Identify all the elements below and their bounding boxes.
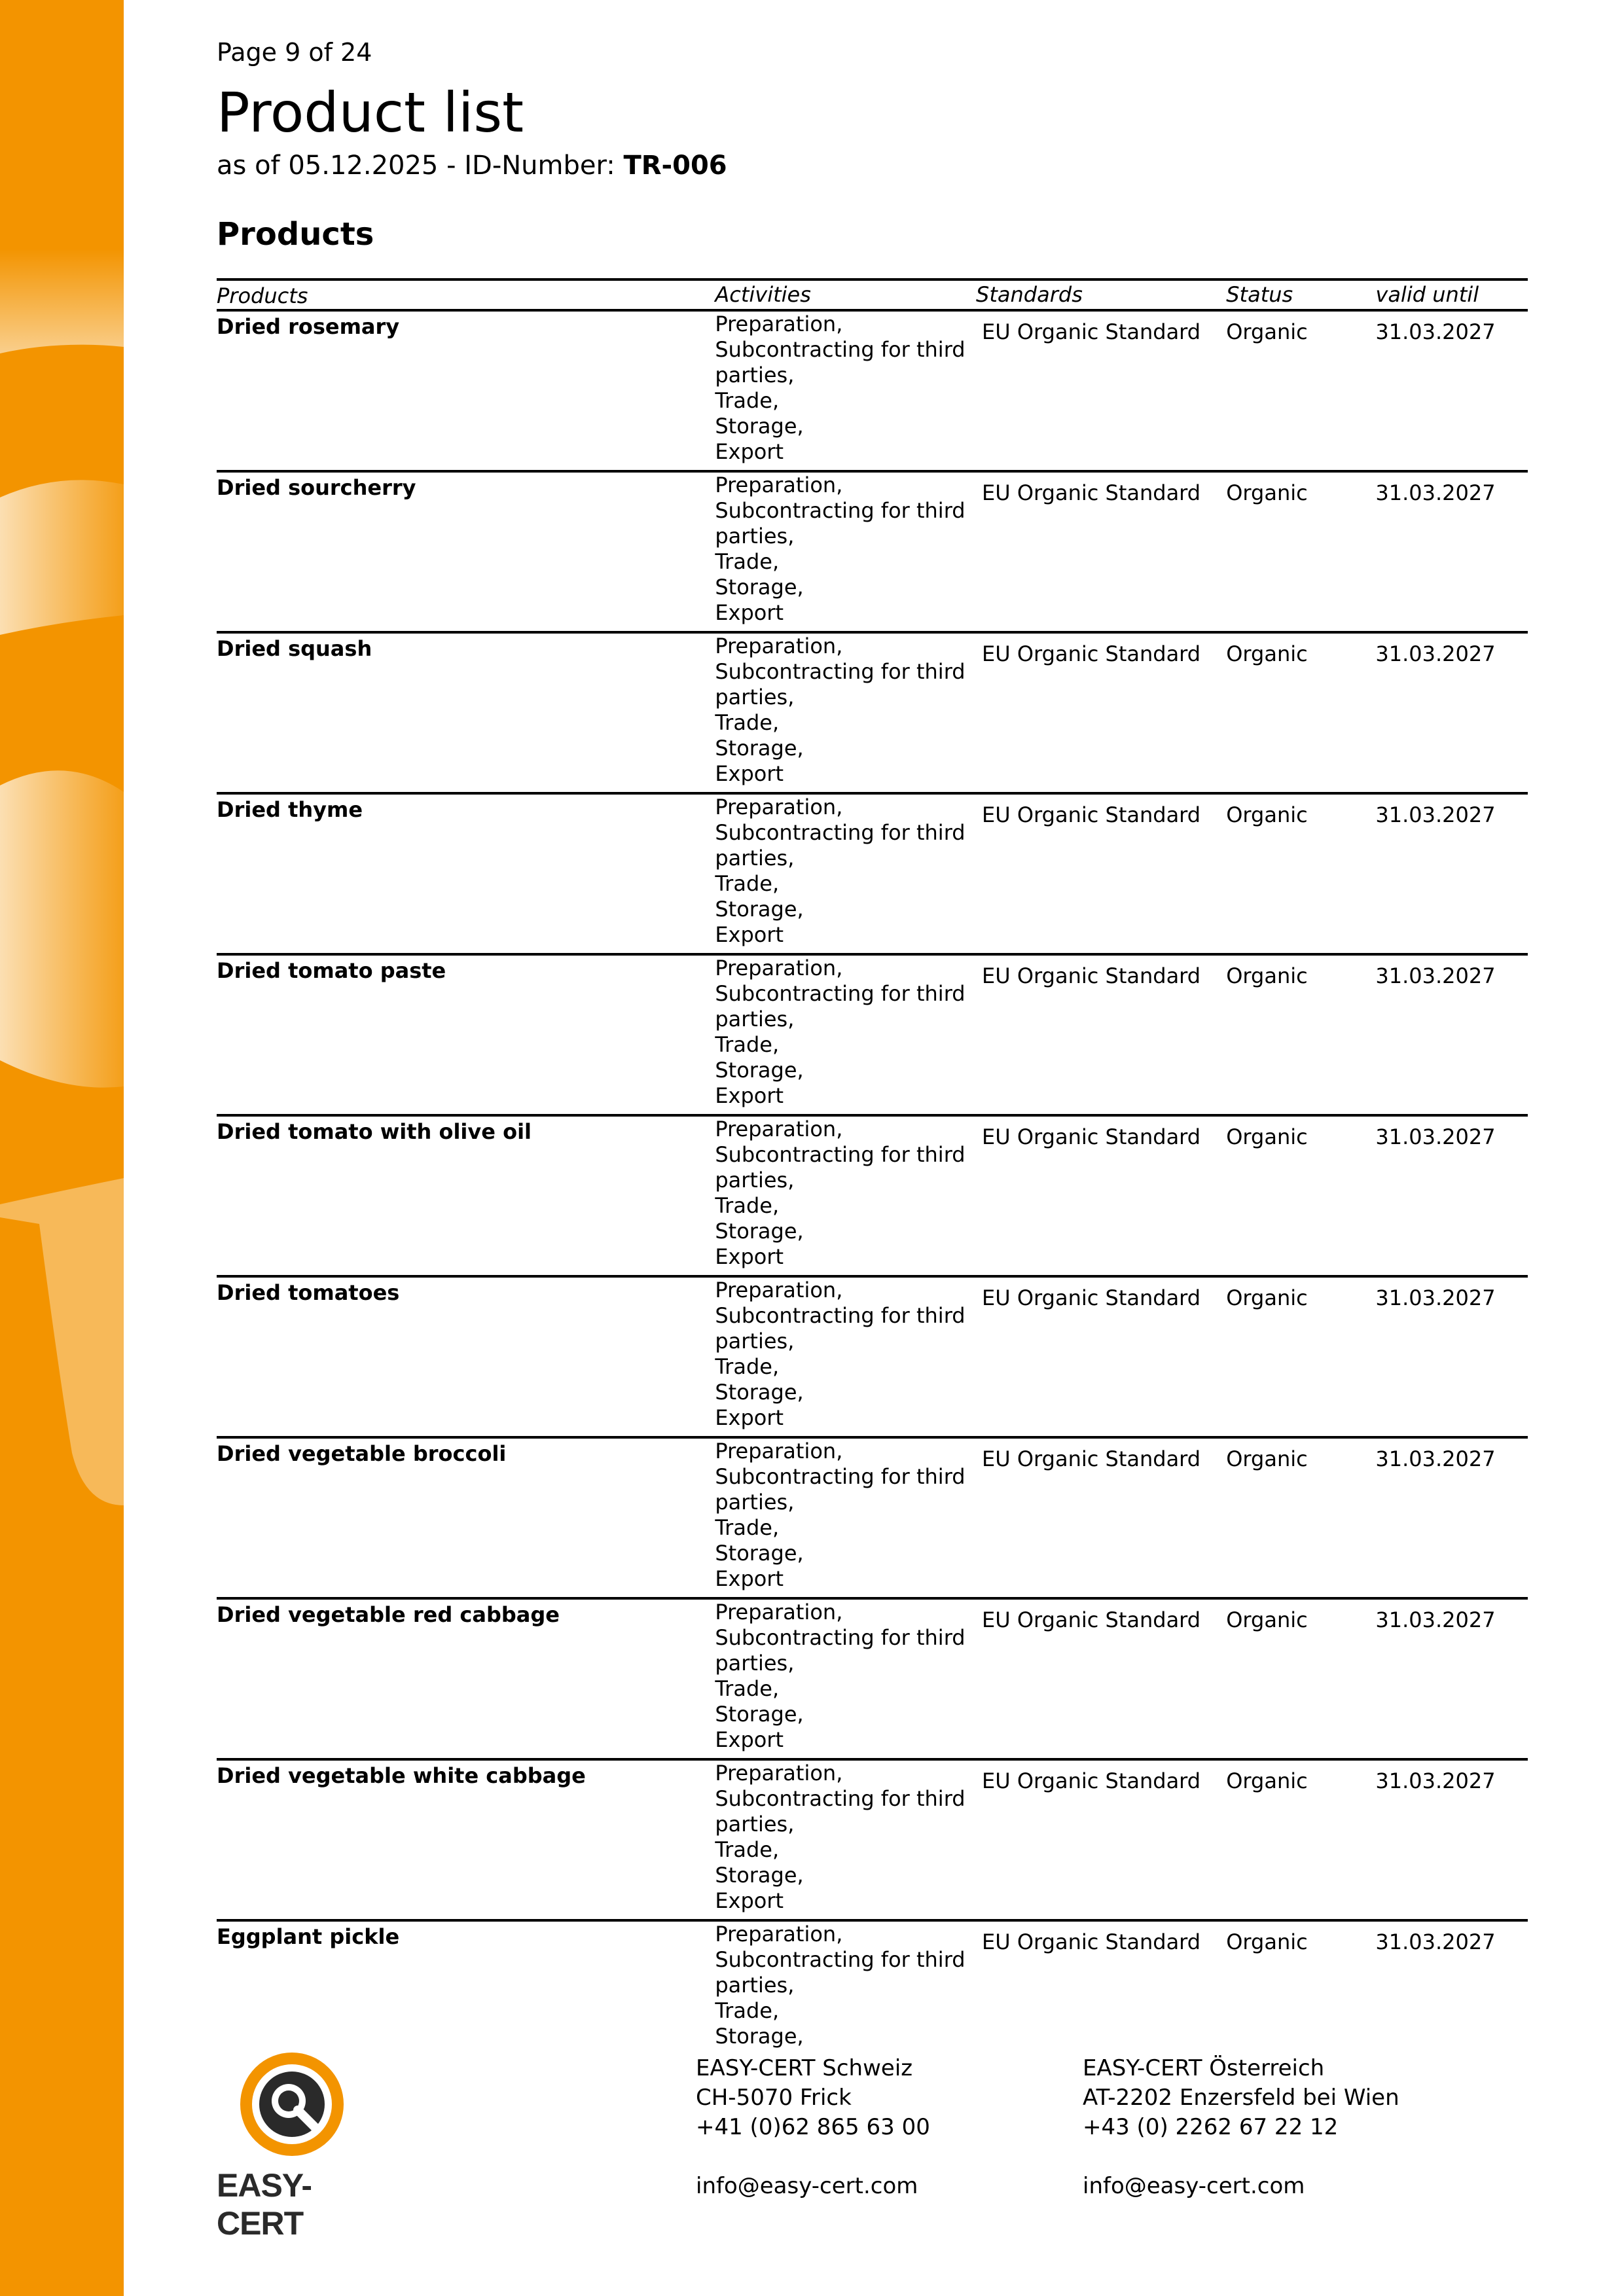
valid-until-cell: 31.03.2027 (1375, 310, 1528, 471)
valid-until-cell: 31.03.2027 (1375, 1115, 1528, 1276)
product-name: Dried tomato paste (217, 954, 715, 1115)
id-number: TR-006 (623, 151, 727, 181)
activity-item: Storage, (715, 1380, 804, 1405)
valid-until-cell: 31.03.2027 (1375, 632, 1528, 793)
activity-item: Preparation, (715, 312, 843, 336)
standard-cell: EU Organic Standard (976, 1276, 1226, 1437)
product-table (217, 278, 1528, 2080)
activity-item: Trade, (715, 1676, 780, 1701)
sidebar-decoration (0, 0, 124, 2296)
activities-cell (715, 1598, 976, 1759)
activity-item: Preparation, (715, 795, 843, 819)
activity-item: Trade, (715, 710, 780, 735)
activity-item: Trade, (715, 1193, 780, 1218)
standard-cell: EU Organic Standard (982, 1929, 1201, 1954)
orange-sidebar (0, 0, 124, 2296)
status-cell: Organic (1226, 1276, 1375, 1437)
activity-item: parties, (715, 1007, 795, 1031)
activity-item: Subcontracting for third (715, 659, 965, 684)
product-name: Dried tomatoes (217, 1276, 715, 1437)
activity-item: Export (715, 439, 784, 464)
activity-item: Export (715, 1083, 784, 1108)
activity-item: Preparation, (715, 473, 843, 497)
activity-item: Export (715, 1727, 784, 1752)
activity-item: Trade, (715, 549, 780, 574)
activities-cell (715, 1276, 976, 1437)
activity-item: Export (715, 1244, 784, 1269)
address-schweiz (696, 2054, 930, 2201)
product-name: Dried squash (217, 632, 715, 793)
status-cell: Organic (1226, 310, 1375, 471)
activity-item: Trade, (715, 1998, 780, 2023)
table-row (217, 1759, 1528, 1920)
activities-cell (715, 793, 976, 954)
activities-cell (715, 632, 976, 793)
activity-item: Subcontracting for third (715, 1786, 965, 1811)
company-phone: +43 (0) 2262 67 22 12 (1083, 2114, 1339, 2140)
activity-item: Preparation, (715, 1761, 843, 1785)
page-subtitle (217, 151, 727, 181)
valid-until-cell: 31.03.2027 (1375, 1276, 1528, 1437)
easy-cert-logo (217, 2049, 387, 2242)
standard-cell: EU Organic Standard (976, 1759, 1226, 1920)
activity-item: parties, (715, 524, 795, 548)
product-name: Dried tomato with olive oil (217, 1115, 715, 1276)
activity-item: Subcontracting for third (715, 1303, 965, 1328)
status-cell: Organic (1226, 1598, 1375, 1759)
product-name: Dried vegetable red cabbage (217, 1598, 715, 1759)
activity-item: Storage, (715, 1219, 804, 1244)
activities-cell (715, 1115, 976, 1276)
valid-until-cell: 31.03.2027 (1375, 954, 1528, 1115)
activity-item: Storage, (715, 1541, 804, 1566)
activity-item: Storage, (715, 1702, 804, 1727)
activity-item: Storage, (715, 1058, 804, 1083)
product-name: Eggplant pickle (217, 1924, 400, 1949)
activity-item: Export (715, 1566, 784, 1591)
table-row (217, 1437, 1528, 1598)
activity-item: Preparation, (715, 1922, 843, 1946)
valid-until-cell: 31.03.2027 (1375, 1929, 1496, 1954)
table-row (217, 1115, 1528, 1276)
activity-item: parties, (715, 1329, 795, 1354)
activity-item: Export (715, 1888, 784, 1913)
status-cell: Organic (1226, 1759, 1375, 1920)
activity-item: parties, (715, 1651, 795, 1676)
valid-until-cell: 31.03.2027 (1375, 1759, 1528, 1920)
activity-item: parties, (715, 846, 795, 870)
standard-cell: EU Organic Standard (976, 1598, 1226, 1759)
status-cell: Organic (1226, 1115, 1375, 1276)
valid-until-cell: 31.03.2027 (1375, 793, 1528, 954)
activity-item: parties, (715, 1973, 795, 1998)
activity-item: Preparation, (715, 1600, 843, 1624)
activity-item: Storage, (715, 1863, 804, 1888)
activity-item: Subcontracting for third (715, 981, 965, 1006)
activity-item: Export (715, 761, 784, 786)
standard-cell: EU Organic Standard (976, 1437, 1226, 1598)
status-cell: Organic (1226, 471, 1375, 632)
activity-item: Preparation, (715, 634, 843, 658)
activities-cell (715, 954, 976, 1115)
valid-until-cell: 31.03.2027 (1375, 1598, 1528, 1759)
column-header-status: Status (1226, 279, 1375, 310)
table-row (217, 632, 1528, 793)
table-header-row (217, 279, 1528, 310)
company-city: CH-5070 Frick (696, 2085, 852, 2111)
product-name: Dried sourcherry (217, 471, 715, 632)
product-name: Dried vegetable broccoli (217, 1437, 715, 1598)
activity-item: Trade, (715, 1515, 780, 1540)
activity-item: parties, (715, 363, 795, 387)
activity-item: Subcontracting for third (715, 1947, 965, 1972)
activity-item: Preparation, (715, 1117, 843, 1141)
product-name: Dried rosemary (217, 310, 715, 471)
section-heading: Products (217, 216, 374, 253)
page-title: Product list (217, 81, 524, 145)
standard-cell: EU Organic Standard (976, 954, 1226, 1115)
status-cell: Organic (1226, 1437, 1375, 1598)
activity-item: Subcontracting for third (715, 1142, 965, 1167)
table-row (217, 793, 1528, 954)
activity-item: Subcontracting for third (715, 337, 965, 362)
activity-item: parties, (715, 1812, 795, 1837)
company-name: EASY-CERT Schweiz (696, 2055, 913, 2081)
activities-cell (715, 1759, 976, 1920)
column-header-activities: Activities (715, 279, 976, 310)
activity-item: Preparation, (715, 956, 843, 980)
activity-item: Trade, (715, 1354, 780, 1379)
status-cell: Organic (1226, 954, 1375, 1115)
activities-cell (715, 471, 976, 632)
column-header-standards: Standards (976, 279, 1226, 310)
activity-item: Storage, (715, 736, 804, 761)
activity-item: Subcontracting for third (715, 1625, 965, 1650)
valid-until-cell: 31.03.2027 (1375, 471, 1528, 632)
standard-cell: EU Organic Standard (976, 632, 1226, 793)
activities-cell (715, 1437, 976, 1598)
activity-item: Trade, (715, 871, 780, 896)
company-email[interactable]: info@easy-cert.com (1083, 2173, 1305, 2199)
activity-item: Preparation, (715, 1278, 843, 1302)
activity-item: Storage, (715, 414, 804, 439)
standard-cell: EU Organic Standard (976, 793, 1226, 954)
activity-item: Trade, (715, 1032, 780, 1057)
subtitle-date: as of 05.12.2025 - ID-Number: (217, 151, 624, 181)
column-header-products: Products (217, 279, 715, 310)
table-row (217, 1276, 1528, 1437)
magnifier-logo-icon (236, 2049, 354, 2166)
activity-item: Storage, (715, 897, 804, 922)
activity-item: Storage, (715, 2024, 804, 2049)
logo-wordmark: EASY-CERT (217, 2167, 312, 2242)
company-city: AT-2202 Enzersfeld bei Wien (1083, 2085, 1399, 2111)
activity-item: Export (715, 922, 784, 947)
table-row (217, 954, 1528, 1115)
activity-item: Subcontracting for third (715, 820, 965, 845)
activity-item: Trade, (715, 1837, 780, 1862)
page-number: Page 9 of 24 (217, 38, 372, 67)
status-cell: Organic (1226, 793, 1375, 954)
activity-item: parties, (715, 1490, 795, 1515)
activity-item: Preparation, (715, 1439, 843, 1463)
activity-item: parties, (715, 685, 795, 709)
table-row (217, 310, 1528, 471)
activities-cell (715, 310, 976, 471)
table-row (217, 1598, 1528, 1759)
activity-item: Subcontracting for third (715, 498, 965, 523)
activity-item: Trade, (715, 388, 780, 413)
activity-item: parties, (715, 1168, 795, 1193)
valid-until-cell: 31.03.2027 (1375, 1437, 1528, 1598)
product-name: Dried thyme (217, 793, 715, 954)
status-cell: Organic (1226, 1929, 1308, 1954)
company-email[interactable]: info@easy-cert.com (696, 2173, 918, 2199)
company-phone: +41 (0)62 865 63 00 (696, 2114, 930, 2140)
column-header-valid-until: valid until (1375, 279, 1528, 310)
table-row (217, 471, 1528, 632)
standard-cell: EU Organic Standard (976, 310, 1226, 471)
product-name: Dried vegetable white cabbage (217, 1759, 715, 1920)
table-body (217, 310, 1528, 2080)
standard-cell: EU Organic Standard (976, 1115, 1226, 1276)
status-cell: Organic (1226, 632, 1375, 793)
standard-cell: EU Organic Standard (976, 471, 1226, 632)
address-oesterreich (1083, 2054, 1399, 2201)
activity-item: Export (715, 600, 784, 625)
activity-item: Subcontracting for third (715, 1464, 965, 1489)
company-name: EASY-CERT Österreich (1083, 2055, 1325, 2081)
activity-item: Export (715, 1405, 784, 1430)
activity-item: Storage, (715, 575, 804, 600)
